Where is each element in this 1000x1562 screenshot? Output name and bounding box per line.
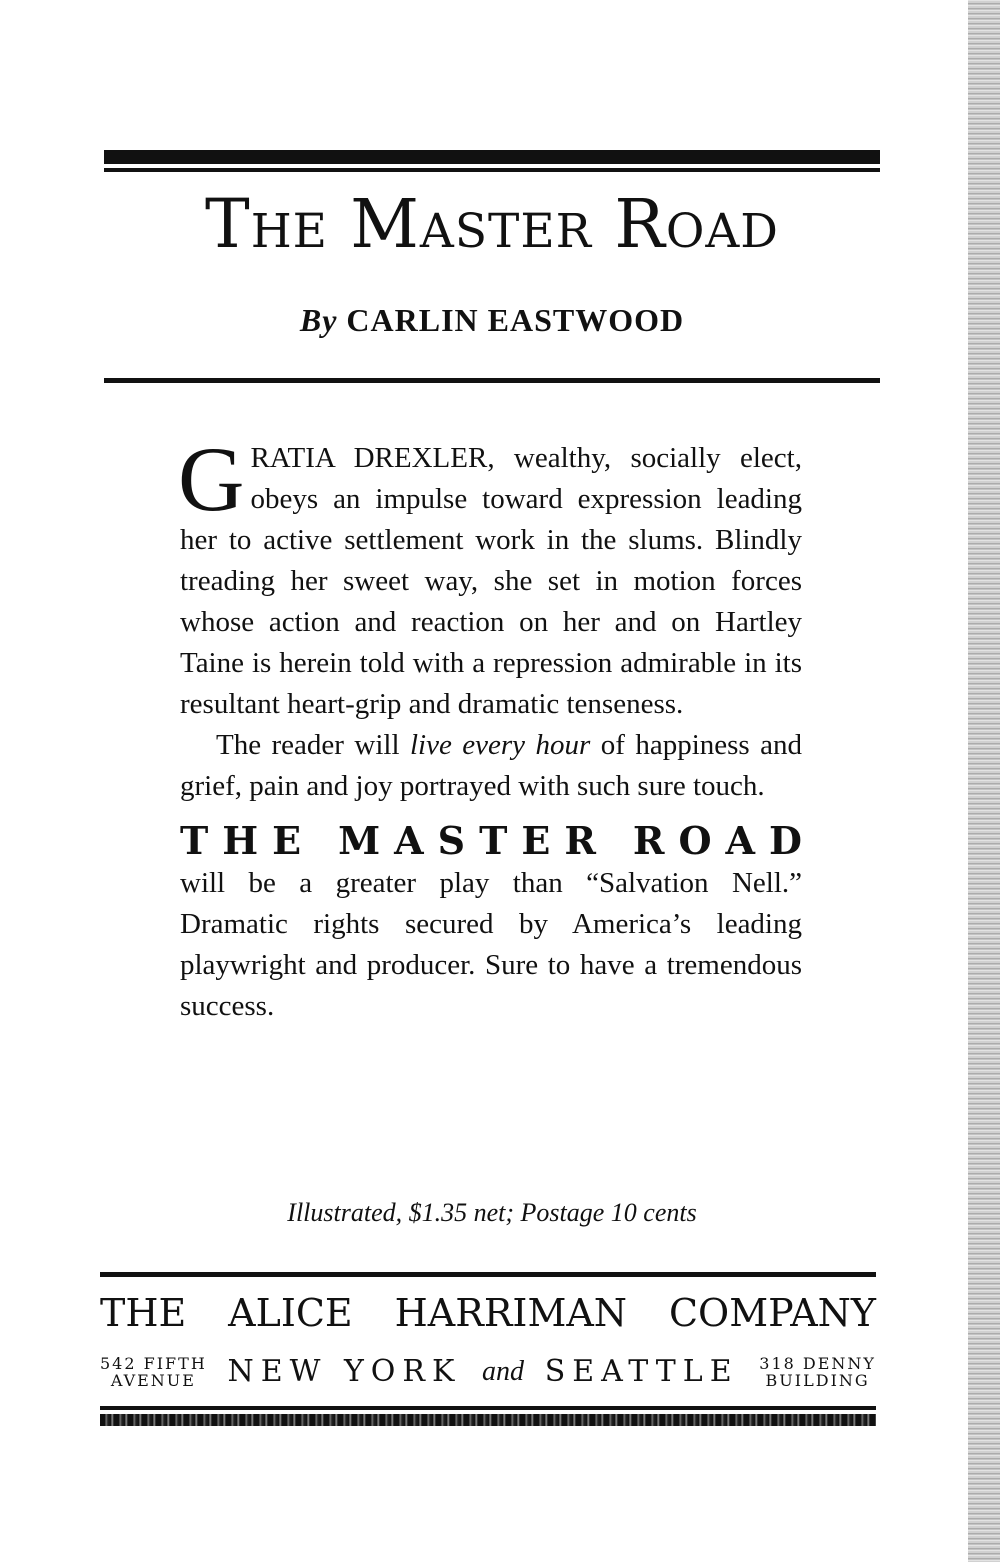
paragraph-1-text: RATIA DREXLER, wealthy, socially elect, obeys an impulse toward expression leading her to active settlement work in the slums. Blindly treading her sweet way, she set in motion forces whose action and reaction on her and on Hartley Taine is herein told with a repression admirable in its resultant heart-grip and dramatic tenseness. bbox=[180, 442, 802, 720]
page-edge bbox=[968, 0, 1000, 1562]
publisher-word: THE bbox=[100, 1291, 187, 1335]
publisher-name bbox=[100, 1291, 876, 1335]
address-line: 542 FIFTH bbox=[100, 1353, 207, 1373]
byline-rule bbox=[104, 378, 880, 383]
decorative-border bbox=[100, 1414, 876, 1426]
paragraph-3: will be a greater play than “Salvation Nell.” Dramatic rights secured by America’s leading playwright and producer. Sure to have a tremendous success. bbox=[180, 867, 802, 1022]
author-name: CARLIN EASTWOOD bbox=[346, 302, 685, 338]
seattle-address bbox=[759, 1355, 876, 1389]
headline-word: ROAD bbox=[632, 818, 816, 863]
conjunction: and bbox=[482, 1355, 525, 1387]
bottom-rule-1 bbox=[100, 1272, 876, 1277]
top-rule-thin bbox=[104, 168, 880, 172]
headline-word: THE bbox=[180, 818, 316, 863]
paragraph-2-after: of happiness and grief, pain and joy portrayed with such sure touch. bbox=[180, 729, 803, 802]
paragraph-1 bbox=[178, 428, 802, 725]
byline bbox=[104, 302, 880, 339]
book-title: The Master Road bbox=[205, 185, 779, 263]
paragraph-2 bbox=[180, 725, 802, 807]
address-line: AVENUE bbox=[110, 1370, 196, 1390]
publisher-word: COMPANY bbox=[668, 1291, 876, 1335]
top-rule-thick bbox=[104, 150, 880, 164]
address-line: BUILDING bbox=[765, 1370, 870, 1390]
paragraph-2-emphasis: live every hour bbox=[409, 729, 591, 761]
publisher-address bbox=[100, 1354, 876, 1389]
bottom-rule-2 bbox=[100, 1406, 876, 1410]
publisher-word: HARRIMAN bbox=[394, 1291, 628, 1335]
description bbox=[178, 428, 816, 1027]
headline bbox=[180, 818, 816, 863]
price-line: Illustrated, $1.35 net; Postage 10 cents bbox=[287, 1198, 697, 1227]
city-new-york: NEW YORK bbox=[227, 1354, 462, 1389]
new-york-address bbox=[100, 1355, 207, 1389]
drop-cap: G bbox=[178, 428, 245, 530]
publisher-word: ALICE bbox=[228, 1291, 353, 1335]
address-line: 318 DENNY bbox=[759, 1353, 876, 1373]
headline-word: MASTER bbox=[338, 818, 610, 863]
city-seattle: SEATTLE bbox=[544, 1354, 739, 1389]
byline-prefix: By bbox=[299, 302, 338, 338]
paragraph-2-before: The reader will bbox=[216, 729, 410, 761]
